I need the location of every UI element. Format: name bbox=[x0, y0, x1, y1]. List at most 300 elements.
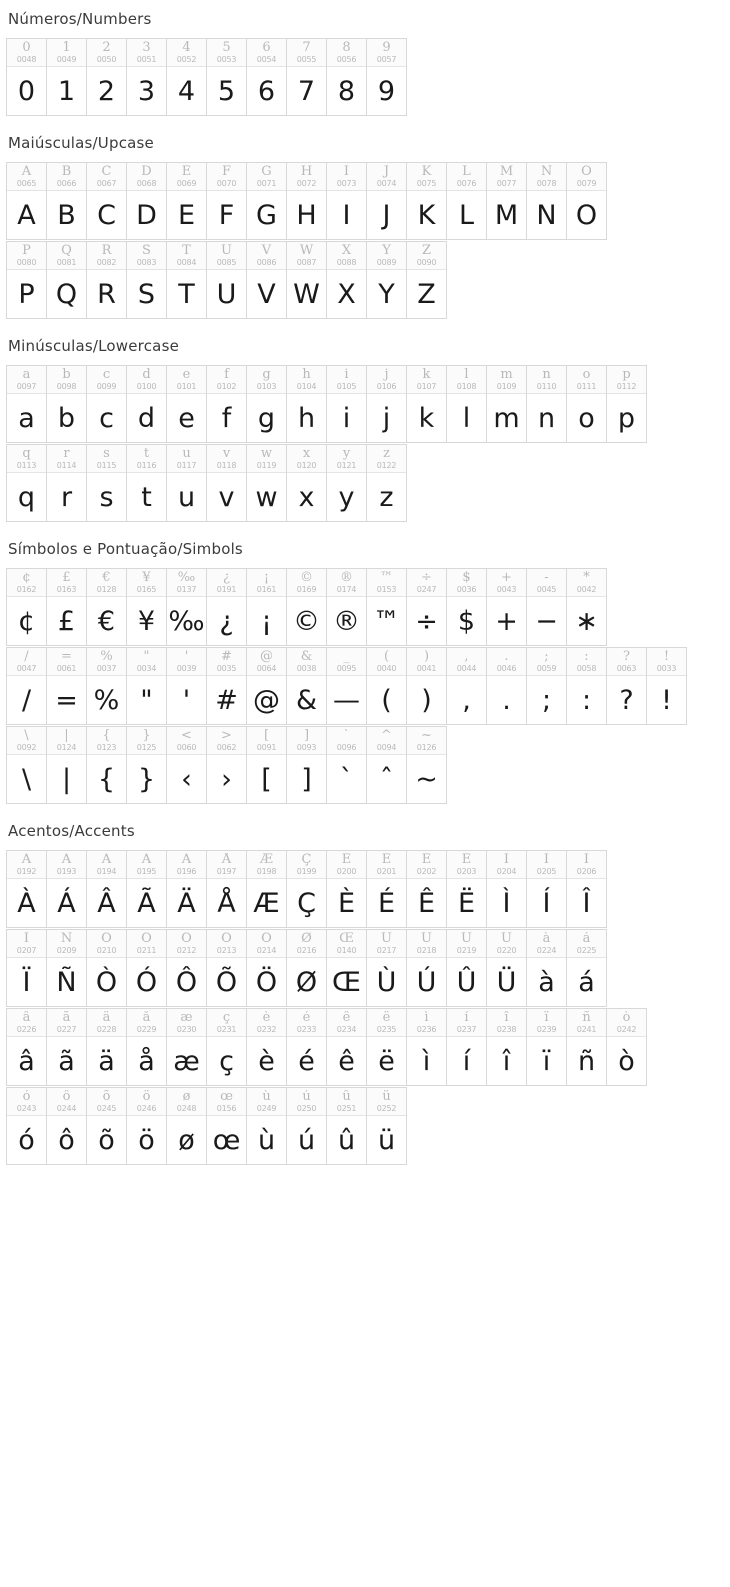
glyph-cell[interactable] bbox=[47, 648, 87, 725]
glyph-preview: E bbox=[177, 199, 196, 231]
glyph-cell[interactable] bbox=[447, 366, 487, 443]
glyph-cell-header bbox=[287, 366, 326, 394]
glyph-preview: æ bbox=[173, 1045, 200, 1077]
glyph-cell-code: 0044 bbox=[456, 664, 477, 673]
glyph-cell[interactable] bbox=[327, 445, 367, 522]
glyph-cell[interactable] bbox=[7, 930, 47, 1007]
glyph-cell-code: 0108 bbox=[456, 382, 477, 391]
glyph-cell[interactable] bbox=[47, 569, 87, 646]
glyph-cell[interactable] bbox=[47, 851, 87, 928]
glyph-cell[interactable] bbox=[487, 851, 527, 928]
glyph-cell[interactable] bbox=[7, 445, 47, 522]
glyph-cell-header bbox=[127, 1009, 166, 1037]
glyph-section bbox=[0, 327, 730, 522]
glyph-cell-code: 0053 bbox=[216, 55, 237, 64]
glyph-cell[interactable] bbox=[247, 445, 287, 522]
glyph-preview: x bbox=[298, 481, 315, 513]
glyph-cell-header bbox=[647, 648, 686, 676]
glyph-cell[interactable] bbox=[7, 1009, 47, 1086]
glyph-cell-code: 0111 bbox=[576, 382, 597, 391]
glyph-cell-char: Ã bbox=[141, 853, 152, 867]
glyph-cell[interactable] bbox=[247, 851, 287, 928]
glyph-cell-char: ø bbox=[182, 1090, 191, 1104]
glyph-cell[interactable] bbox=[127, 569, 167, 646]
glyph-cell[interactable] bbox=[87, 1009, 127, 1086]
glyph-cell[interactable] bbox=[127, 445, 167, 522]
glyph-cell[interactable] bbox=[47, 366, 87, 443]
glyph-cell-header bbox=[167, 445, 206, 473]
glyph-cell-header bbox=[7, 851, 46, 879]
glyph-cell-header bbox=[447, 163, 486, 191]
glyph-cell-code: 0211 bbox=[136, 946, 157, 955]
glyph-cell-code: 0067 bbox=[96, 179, 117, 188]
glyph-cell[interactable] bbox=[527, 1009, 567, 1086]
glyph-cell-header bbox=[287, 930, 326, 958]
glyph-cell-code: 0209 bbox=[56, 946, 77, 955]
glyph-cell[interactable] bbox=[287, 930, 327, 1007]
glyph-cell[interactable] bbox=[407, 242, 447, 319]
glyph-cell-body bbox=[327, 879, 366, 927]
glyph-cell[interactable] bbox=[327, 851, 367, 928]
glyph-cell-body bbox=[487, 958, 526, 1006]
glyph-cell[interactable] bbox=[407, 851, 447, 928]
glyph-cell[interactable] bbox=[567, 569, 607, 646]
glyph-cell[interactable] bbox=[367, 569, 407, 646]
glyph-cell-body bbox=[287, 676, 326, 724]
glyph-cell-char: ; bbox=[544, 650, 549, 664]
glyph-cell[interactable] bbox=[47, 1009, 87, 1086]
glyph-preview: Ø bbox=[295, 966, 318, 998]
glyph-cell-body bbox=[47, 597, 86, 645]
glyph-preview: c bbox=[99, 402, 114, 434]
glyph-preview: } bbox=[137, 763, 156, 795]
glyph-cell[interactable] bbox=[447, 163, 487, 240]
glyph-cell[interactable] bbox=[527, 648, 567, 725]
glyph-cell[interactable] bbox=[407, 366, 447, 443]
glyph-preview: Ú bbox=[416, 966, 437, 998]
glyph-cell[interactable] bbox=[207, 445, 247, 522]
glyph-cell[interactable] bbox=[367, 930, 407, 1007]
glyph-cell[interactable] bbox=[87, 648, 127, 725]
glyph-cell[interactable] bbox=[247, 648, 287, 725]
glyph-cell-char: í bbox=[464, 1011, 469, 1025]
glyph-cell-char: N bbox=[540, 165, 553, 179]
glyph-cell[interactable] bbox=[87, 366, 127, 443]
glyph-cell-code: 0052 bbox=[176, 55, 197, 64]
glyph-preview: w bbox=[255, 481, 278, 513]
glyph-preview: ì bbox=[422, 1045, 431, 1077]
glyph-cell[interactable] bbox=[487, 366, 527, 443]
glyph-cell-header bbox=[567, 648, 606, 676]
glyph-cell[interactable] bbox=[367, 242, 407, 319]
glyph-cell-char: Ù bbox=[381, 932, 392, 946]
glyph-cell[interactable] bbox=[327, 1088, 367, 1165]
glyph-cell[interactable] bbox=[167, 930, 207, 1007]
glyph-cell-code: 0123 bbox=[96, 743, 117, 752]
glyph-preview: Ó bbox=[135, 966, 158, 998]
glyph-cell[interactable] bbox=[287, 242, 327, 319]
glyph-preview: R bbox=[97, 278, 116, 310]
glyph-cell[interactable] bbox=[47, 930, 87, 1007]
glyph-cell[interactable] bbox=[247, 930, 287, 1007]
glyph-cell[interactable] bbox=[127, 242, 167, 319]
glyph-cell[interactable] bbox=[247, 163, 287, 240]
glyph-cell[interactable] bbox=[527, 569, 567, 646]
glyph-cell-body bbox=[287, 394, 326, 442]
glyph-cell-body bbox=[167, 191, 206, 239]
glyph-cell[interactable] bbox=[167, 569, 207, 646]
glyph-preview: 9 bbox=[377, 75, 396, 107]
glyph-cell-char: \ bbox=[24, 729, 29, 743]
glyph-cell[interactable] bbox=[287, 366, 327, 443]
glyph-preview: È bbox=[337, 887, 356, 919]
glyph-cell[interactable] bbox=[47, 163, 87, 240]
glyph-cell-header bbox=[327, 163, 366, 191]
glyph-cell[interactable] bbox=[207, 727, 247, 804]
glyph-cell-header bbox=[207, 242, 246, 270]
glyph-cell[interactable] bbox=[367, 851, 407, 928]
glyph-cell[interactable] bbox=[327, 39, 367, 116]
glyph-cell[interactable] bbox=[327, 727, 367, 804]
glyph-cell[interactable] bbox=[327, 930, 367, 1007]
glyph-preview: ( bbox=[381, 684, 392, 716]
glyph-cell-code: 0065 bbox=[16, 179, 37, 188]
glyph-cell[interactable] bbox=[367, 163, 407, 240]
glyph-cell-char: m bbox=[500, 368, 513, 382]
glyph-cell-body bbox=[127, 270, 166, 318]
glyph-cell-code: 0091 bbox=[256, 743, 277, 752]
glyph-cell[interactable] bbox=[247, 1088, 287, 1165]
glyph-preview: Å bbox=[217, 887, 236, 919]
glyph-cell[interactable] bbox=[407, 569, 447, 646]
glyph-cell[interactable] bbox=[127, 930, 167, 1007]
glyph-cell[interactable] bbox=[287, 569, 327, 646]
glyph-cell[interactable] bbox=[567, 930, 607, 1007]
glyph-cell[interactable] bbox=[127, 1009, 167, 1086]
glyph-cell[interactable] bbox=[167, 163, 207, 240]
glyph-cell-body bbox=[447, 191, 486, 239]
glyph-cell-char: / bbox=[24, 650, 29, 664]
glyph-cell[interactable] bbox=[127, 39, 167, 116]
glyph-cell[interactable] bbox=[247, 569, 287, 646]
glyph-cell[interactable] bbox=[327, 569, 367, 646]
glyph-cell-code: 0045 bbox=[536, 585, 557, 594]
glyph-cell[interactable] bbox=[127, 851, 167, 928]
glyph-cell[interactable] bbox=[167, 242, 207, 319]
glyph-cell-body bbox=[87, 597, 126, 645]
glyph-cell-body bbox=[487, 191, 526, 239]
glyph-cell-char: ` bbox=[343, 729, 350, 743]
glyph-cell[interactable] bbox=[567, 648, 607, 725]
glyph-cell[interactable] bbox=[287, 1009, 327, 1086]
glyph-cell-header bbox=[207, 39, 246, 67]
glyph-cell[interactable] bbox=[47, 242, 87, 319]
glyph-cell[interactable] bbox=[647, 648, 687, 725]
glyph-cell-header bbox=[567, 163, 606, 191]
glyph-cell-header bbox=[367, 242, 406, 270]
glyph-cell[interactable] bbox=[7, 366, 47, 443]
glyph-cell[interactable] bbox=[287, 163, 327, 240]
glyph-cell[interactable] bbox=[367, 1009, 407, 1086]
glyph-cell-char: œ bbox=[220, 1090, 233, 1104]
glyph-cell[interactable] bbox=[487, 569, 527, 646]
glyph-preview: ï bbox=[542, 1045, 551, 1077]
glyph-cell[interactable] bbox=[47, 727, 87, 804]
glyph-cell-header bbox=[7, 727, 46, 755]
glyph-cell-char: Ú bbox=[421, 932, 432, 946]
glyph-cell[interactable] bbox=[167, 727, 207, 804]
glyph-cell-char: Ñ bbox=[60, 932, 73, 946]
glyph-cell[interactable] bbox=[607, 366, 647, 443]
glyph-cell-char: ú bbox=[302, 1090, 311, 1104]
glyph-cell[interactable] bbox=[167, 445, 207, 522]
glyph-preview: O bbox=[575, 199, 598, 231]
glyph-cell[interactable] bbox=[207, 648, 247, 725]
glyph-cell[interactable] bbox=[207, 39, 247, 116]
glyph-cell-body bbox=[127, 67, 166, 115]
glyph-cell[interactable] bbox=[87, 445, 127, 522]
glyph-preview: é bbox=[298, 1045, 315, 1077]
glyph-preview: Ã bbox=[137, 887, 156, 919]
glyph-cell-body bbox=[407, 755, 446, 803]
glyph-cell[interactable] bbox=[447, 851, 487, 928]
glyph-preview: û bbox=[337, 1124, 356, 1156]
glyph-cell[interactable] bbox=[87, 1088, 127, 1165]
glyph-cell[interactable] bbox=[287, 39, 327, 116]
glyph-cell[interactable] bbox=[567, 1009, 607, 1086]
glyph-cell[interactable] bbox=[527, 366, 567, 443]
glyph-cell[interactable] bbox=[7, 851, 47, 928]
glyph-cell[interactable] bbox=[87, 569, 127, 646]
glyph-cell-code: 0063 bbox=[616, 664, 637, 673]
glyph-cell-header bbox=[127, 1088, 166, 1116]
glyph-cell-char: Õ bbox=[221, 932, 232, 946]
glyph-cell[interactable] bbox=[7, 163, 47, 240]
glyph-cell[interactable] bbox=[247, 39, 287, 116]
glyph-cell[interactable] bbox=[7, 39, 47, 116]
glyph-cell[interactable] bbox=[327, 366, 367, 443]
glyph-cell-char: Ô bbox=[181, 932, 192, 946]
glyph-preview: ä bbox=[98, 1045, 115, 1077]
glyph-cell[interactable] bbox=[447, 1009, 487, 1086]
glyph-cell-char: a bbox=[22, 368, 31, 382]
glyph-preview: f bbox=[221, 402, 232, 434]
glyph-cell[interactable] bbox=[127, 366, 167, 443]
glyph-cell-code: 0195 bbox=[136, 867, 157, 876]
glyph-cell[interactable] bbox=[7, 648, 47, 725]
glyph-cell-code: 0231 bbox=[216, 1025, 237, 1034]
glyph-cell[interactable] bbox=[287, 648, 327, 725]
glyph-cell[interactable] bbox=[527, 851, 567, 928]
glyph-cell-body bbox=[7, 394, 46, 442]
glyph-cell[interactable] bbox=[7, 569, 47, 646]
glyph-cell[interactable] bbox=[447, 569, 487, 646]
glyph-cell[interactable] bbox=[167, 39, 207, 116]
glyph-cell-body bbox=[127, 879, 166, 927]
glyph-cell-code: 0227 bbox=[56, 1025, 77, 1034]
glyph-cell-code: 0057 bbox=[376, 55, 397, 64]
glyph-cell[interactable] bbox=[127, 163, 167, 240]
glyph-cell-body bbox=[447, 597, 486, 645]
glyph-cell-header bbox=[207, 569, 246, 597]
glyph-cell[interactable] bbox=[327, 163, 367, 240]
glyph-cell-char: Æ bbox=[259, 853, 273, 867]
glyph-cell[interactable] bbox=[7, 1088, 47, 1165]
glyph-cell-body bbox=[287, 1037, 326, 1085]
glyph-cell[interactable] bbox=[167, 366, 207, 443]
glyph-cell[interactable] bbox=[87, 39, 127, 116]
glyph-cell[interactable] bbox=[407, 648, 447, 725]
glyph-cell-header bbox=[447, 851, 486, 879]
glyph-cell-char: 7 bbox=[302, 41, 311, 55]
glyph-cell-code: 0041 bbox=[416, 664, 437, 673]
glyph-preview: m bbox=[493, 402, 520, 434]
glyph-cell[interactable] bbox=[127, 727, 167, 804]
glyph-cell-char: < bbox=[181, 729, 192, 743]
glyph-cell[interactable] bbox=[287, 1088, 327, 1165]
glyph-cell[interactable] bbox=[167, 1088, 207, 1165]
glyph-cell[interactable] bbox=[247, 1009, 287, 1086]
glyph-cell-char: F bbox=[221, 165, 232, 179]
glyph-cell[interactable] bbox=[287, 727, 327, 804]
glyph-cell[interactable] bbox=[607, 648, 647, 725]
glyph-cell[interactable] bbox=[327, 242, 367, 319]
glyph-cell[interactable] bbox=[127, 648, 167, 725]
glyph-cell-code: 0199 bbox=[296, 867, 317, 876]
glyph-cell[interactable] bbox=[87, 851, 127, 928]
glyph-cell[interactable] bbox=[367, 445, 407, 522]
glyph-cell-code: 0069 bbox=[176, 179, 197, 188]
glyph-cell-char: = bbox=[61, 650, 72, 664]
glyph-cell[interactable] bbox=[327, 648, 367, 725]
glyph-cell[interactable] bbox=[527, 163, 567, 240]
glyph-cell[interactable] bbox=[207, 1009, 247, 1086]
glyph-cell-header bbox=[527, 648, 566, 676]
glyph-cell-code: 0233 bbox=[296, 1025, 317, 1034]
glyph-cell[interactable] bbox=[247, 242, 287, 319]
glyph-cell[interactable] bbox=[447, 930, 487, 1007]
glyph-cell[interactable] bbox=[127, 1088, 167, 1165]
glyph-cell-code: 0058 bbox=[576, 664, 597, 673]
glyph-cell-header bbox=[407, 242, 446, 270]
glyph-cell[interactable] bbox=[87, 242, 127, 319]
glyph-row bbox=[6, 1008, 647, 1086]
glyph-cell[interactable] bbox=[407, 163, 447, 240]
glyph-cell[interactable] bbox=[527, 930, 567, 1007]
glyph-cell-char: x bbox=[302, 447, 311, 461]
glyph-cell-char: h bbox=[302, 368, 311, 382]
glyph-cell[interactable] bbox=[287, 851, 327, 928]
glyph-cell-code: 0169 bbox=[296, 585, 317, 594]
glyph-preview: C bbox=[97, 199, 116, 231]
glyph-cell[interactable] bbox=[367, 648, 407, 725]
glyph-cell[interactable] bbox=[407, 930, 447, 1007]
glyph-section bbox=[0, 0, 730, 116]
glyph-cell-code: 0191 bbox=[216, 585, 237, 594]
glyph-cell[interactable] bbox=[207, 366, 247, 443]
glyph-cell[interactable] bbox=[47, 1088, 87, 1165]
glyph-cell[interactable] bbox=[207, 1088, 247, 1165]
glyph-cell[interactable] bbox=[207, 851, 247, 928]
glyph-cell-body bbox=[567, 958, 606, 1006]
glyph-cell[interactable] bbox=[87, 930, 127, 1007]
glyph-cell[interactable] bbox=[567, 851, 607, 928]
glyph-cell[interactable] bbox=[207, 163, 247, 240]
glyph-preview: ô bbox=[58, 1124, 75, 1156]
glyph-cell-char: ÷ bbox=[421, 571, 432, 585]
glyph-grid bbox=[0, 568, 730, 804]
glyph-cell[interactable] bbox=[487, 1009, 527, 1086]
glyph-cell[interactable] bbox=[207, 569, 247, 646]
glyph-cell-char: y bbox=[342, 447, 351, 461]
glyph-cell[interactable] bbox=[447, 648, 487, 725]
glyph-cell[interactable] bbox=[47, 445, 87, 522]
glyph-cell[interactable] bbox=[167, 1009, 207, 1086]
glyph-cell-code: 0156 bbox=[216, 1104, 237, 1113]
glyph-cell[interactable] bbox=[367, 1088, 407, 1165]
glyph-cell-body bbox=[567, 879, 606, 927]
glyph-cell[interactable] bbox=[7, 242, 47, 319]
glyph-cell[interactable] bbox=[367, 727, 407, 804]
glyph-cell[interactable] bbox=[47, 39, 87, 116]
glyph-cell-body bbox=[87, 958, 126, 1006]
glyph-cell[interactable] bbox=[407, 1009, 447, 1086]
glyph-cell[interactable] bbox=[607, 1009, 647, 1086]
glyph-cell[interactable] bbox=[327, 1009, 367, 1086]
glyph-cell[interactable] bbox=[87, 163, 127, 240]
glyph-cell[interactable] bbox=[207, 242, 247, 319]
glyph-cell-char: ' bbox=[184, 650, 189, 664]
glyph-cell[interactable] bbox=[487, 648, 527, 725]
glyph-cell-body bbox=[647, 676, 686, 724]
glyph-preview: W bbox=[293, 278, 320, 310]
glyph-cell-body bbox=[87, 394, 126, 442]
glyph-cell[interactable] bbox=[487, 163, 527, 240]
glyph-cell[interactable] bbox=[7, 727, 47, 804]
glyph-cell-body bbox=[567, 394, 606, 442]
glyph-preview: 5 bbox=[217, 75, 236, 107]
glyph-cell-header bbox=[7, 39, 46, 67]
glyph-cell[interactable] bbox=[367, 39, 407, 116]
glyph-cell-char: â bbox=[22, 1011, 31, 1025]
glyph-cell-header bbox=[247, 1088, 286, 1116]
glyph-cell[interactable] bbox=[367, 366, 407, 443]
glyph-cell[interactable] bbox=[407, 727, 447, 804]
glyph-cell[interactable] bbox=[87, 727, 127, 804]
glyph-cell[interactable] bbox=[567, 366, 607, 443]
glyph-cell[interactable] bbox=[247, 366, 287, 443]
glyph-cell-body bbox=[167, 676, 206, 724]
glyph-preview: @ bbox=[253, 684, 280, 716]
glyph-cell-header bbox=[367, 163, 406, 191]
glyph-cell[interactable] bbox=[287, 445, 327, 522]
glyph-cell-code: 0051 bbox=[136, 55, 157, 64]
glyph-cell[interactable] bbox=[167, 851, 207, 928]
glyph-cell-header bbox=[447, 366, 486, 394]
glyph-cell[interactable] bbox=[487, 930, 527, 1007]
glyph-cell-char: à bbox=[542, 932, 551, 946]
glyph-cell-char: ç bbox=[222, 1011, 231, 1025]
glyph-cell-header bbox=[87, 727, 126, 755]
glyph-cell-code: 0087 bbox=[296, 258, 317, 267]
glyph-cell[interactable] bbox=[567, 163, 607, 240]
glyph-cell-header bbox=[127, 930, 166, 958]
glyph-cell[interactable] bbox=[207, 930, 247, 1007]
glyph-cell[interactable] bbox=[167, 648, 207, 725]
glyph-cell[interactable] bbox=[247, 727, 287, 804]
glyph-preview: Z bbox=[417, 278, 436, 310]
glyph-cell-code: 0066 bbox=[56, 179, 77, 188]
